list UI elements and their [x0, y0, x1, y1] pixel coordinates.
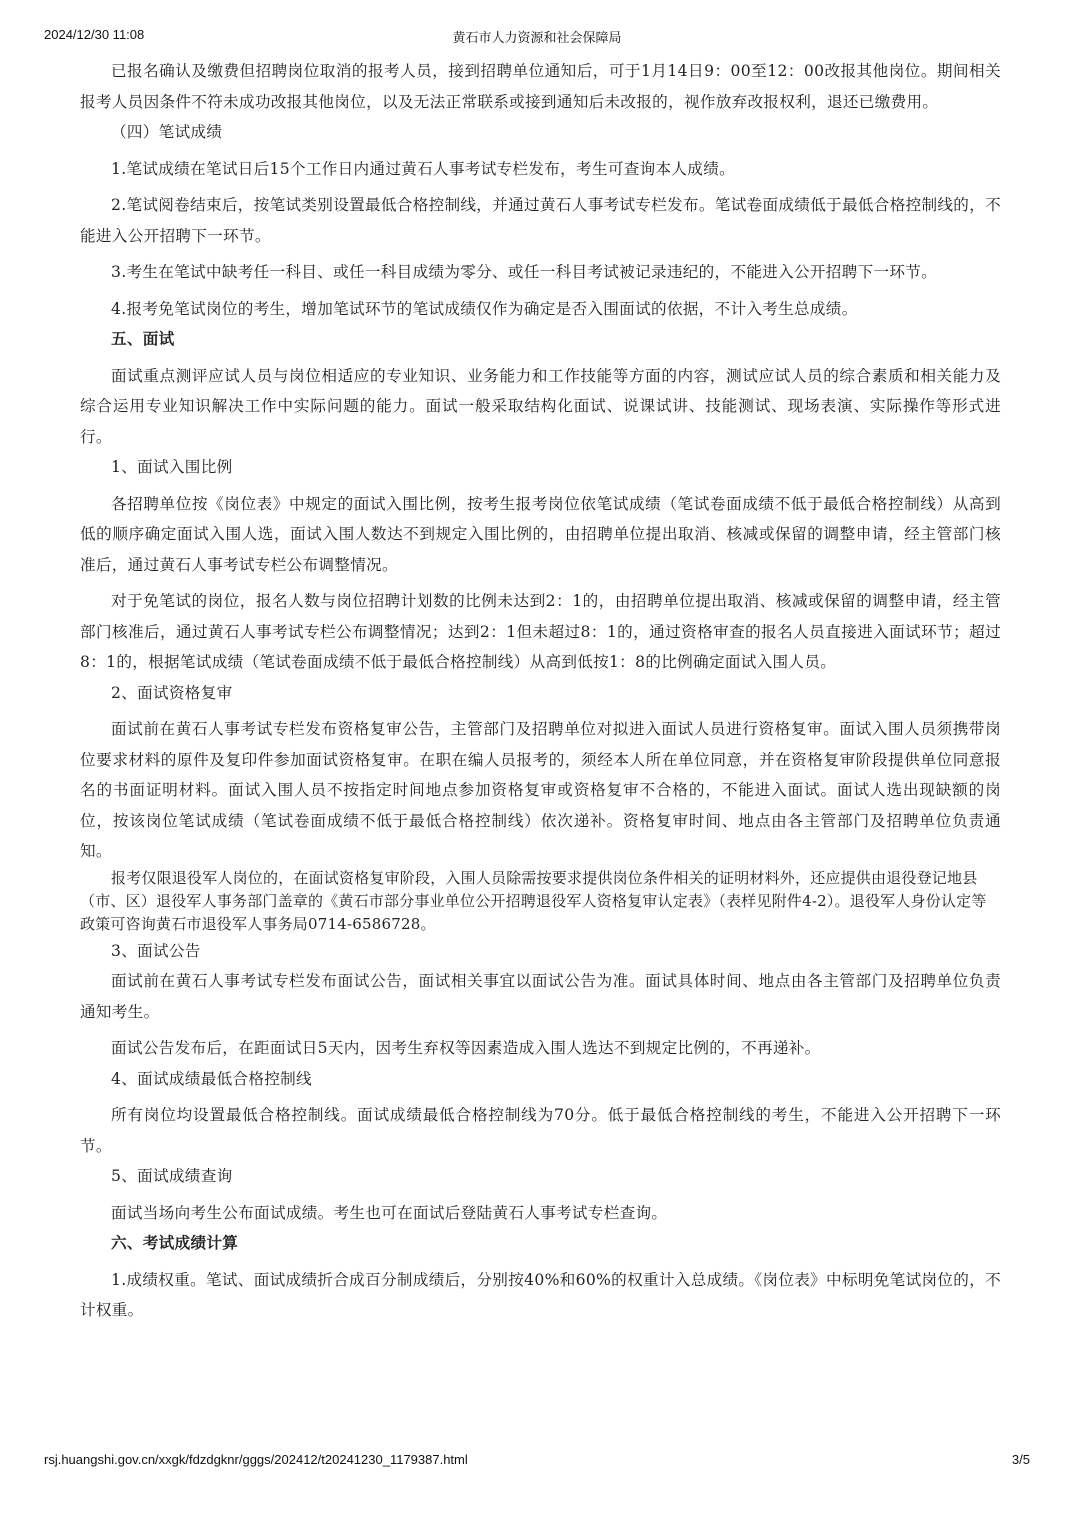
- subsection-interview-passline: 4、面试成绩最低合格控制线: [111, 1069, 312, 1088]
- paragraph-veteran-review: 报考仅限退役军人岗位的，在面试资格复审阶段，入围人员除需按要求提供岗位条件相关的证明材料外，还应提供由退役登记地县（市、区）退役军人事务部门盖章的《黄石市部分事业单位公开招聘退役军人资格复审认定表》（表样见附件4-2）。退役军人身份认定等政策可咨询黄石市退役军人事务局0714-6586728。: [80, 868, 987, 933]
- paragraph-interview-notice-2: 面试公告发布后，在距面试日5天内，因考生弃权等因素造成入围人选达不到规定比例的，不再递补。: [111, 1039, 821, 1057]
- paragraph-interview-ratio-2: 对于免笔试的岗位，报名人数与岗位招聘计划数的比例未达到2：1的，由招聘单位提出取消、核减或保留的调整申请，经主管部门核准后，通过黄石人事考试专栏公布调整情况；达到2：1但未超过8：1的，通过资格审查的报名人员直接进入面试环节；超过8：1的，根据笔试成绩（笔试卷面成绩不低于最低合格控制线）从高到低按1：8的比例确定面试入围人员。: [80, 592, 1001, 671]
- paragraph-interview-ratio-1: 各招聘单位按《岗位表》中规定的面试入围比例，按考生报考岗位依笔试成绩（笔试卷面成绩不低于最低合格控制线）从高到低的顺序确定面试入围人选，面试入围人数达不到规定入围比例的，由招聘单位提出取消、核减或保留的调整申请，经主管部门核准后，通过黄石人事考试专栏公布调整情况。: [80, 494, 1001, 574]
- print-header: [44, 27, 1030, 47]
- paragraph-qualification-review: 面试前在黄石人事考试专栏发布资格复审公告，主管部门及招聘单位对拟进入面试人员进行资格复审。面试入围人员须携带岗位要求材料的原件及复印件参加面试资格复审。在职在编人员报考的，须经本人所在单位同意，并在资格复审阶段提供单位同意报名的书面证明材料。面试入围人员不按指定时间地点参加资格复审或资格复审不合格的，不能进入面试。面试人选出现缺额的岗位，按该岗位笔试成绩（笔试卷面成绩不低于最低合格控制线）依次递补。资格复审时间、地点由各主管部门及招聘单位负责通知。: [80, 720, 1001, 860]
- subsection-qualification-review: 2、面试资格复审: [111, 683, 233, 702]
- paragraph-interview-intro: 面试重点测评应试人员与岗位相适应的专业知识、业务能力和工作技能等方面的内容，测试应试人员的综合素质和相关能力及综合运用专业知识解决工作中实际问题的能力。面试一般采取结构化面试、说课试讲、技能测试、现场表演、实际操作等形式进行。: [80, 366, 1001, 446]
- page-url: rsj.huangshi.gov.cn/xxgk/fdzdgknr/gggs/202412/t20241230_1179387.html: [44, 1452, 468, 1467]
- paragraph-written-score-3: 3.考生在笔试中缺考任一科目、或任一科目成绩为零分、或任一科目考试被记录违纪的，不能进入公开招聘下一环节。: [111, 263, 938, 281]
- paragraph-interview-notice-1: 面试前在黄石人事考试专栏发布面试公告，面试相关事宜以面试公告为准。面试具体时间、地点由各主管部门及招聘单位负责通知考生。: [80, 972, 1001, 1021]
- paragraph-score-weight: 1.成绩权重。笔试、面试成绩折合成百分制成绩后，分别按40%和60%的权重计入总成绩。《岗位表》中标明免笔试岗位的，不计权重。: [80, 1270, 1001, 1319]
- subsection-interview-query: 5、面试成绩查询: [111, 1167, 233, 1185]
- print-timestamp: 2024/12/30 11:08: [44, 27, 145, 42]
- section-score-calculation-heading: 六、考试成绩计算: [111, 1233, 239, 1252]
- print-footer: [44, 1452, 1030, 1472]
- paragraph-interview-passline: 所有岗位均设置最低合格控制线。面试成绩最低合格控制线为70分。低于最低合格控制线的考生，不能进入公开招聘下一环节。: [80, 1106, 1001, 1155]
- subsection-interview-ratio: 1、面试入围比例: [111, 458, 233, 476]
- paragraph-interview-query: 面试当场向考生公布面试成绩。考生也可在面试后登陆黄石人事考试专栏查询。: [111, 1203, 668, 1222]
- section-written-score-heading: （四）笔试成绩: [111, 123, 223, 141]
- subsection-interview-notice: 3、面试公告: [111, 941, 201, 960]
- paragraph-written-score-4: 4.报考免笔试岗位的考生，增加笔试环节的笔试成绩仅作为确定是否入围面试的依据，不计入考生总成绩。: [111, 299, 858, 318]
- document-body: [80, 56, 1001, 1326]
- page-number: 3/5: [1011, 1452, 1030, 1467]
- paragraph-written-score-2: 2.笔试阅卷结束后，按笔试类别设置最低合格控制线，并通过黄石人事考试专栏发布。笔试卷面成绩低于最低合格控制线的，不能进入公开招聘下一环节。: [80, 196, 1001, 245]
- section-interview-heading: 五、面试: [111, 329, 175, 348]
- site-title: 黄石市人力资源和社会保障局: [452, 30, 622, 45]
- paragraph-reapply-notice: 已报名确认及缴费但招聘岗位取消的报考人员，接到招聘单位通知后，可于1月14日9：00至12：00改报其他岗位。期间相关报考人员因条件不符未成功改报其他岗位，以及无法正常联系或接到通知后未改报的，视作放弃改报权利，退还已缴费用。: [80, 62, 1001, 111]
- paragraph-written-score-1: 1.笔试成绩在笔试日后15个工作日内通过黄石人事考试专栏发布，考生可查询本人成绩。: [111, 159, 735, 178]
